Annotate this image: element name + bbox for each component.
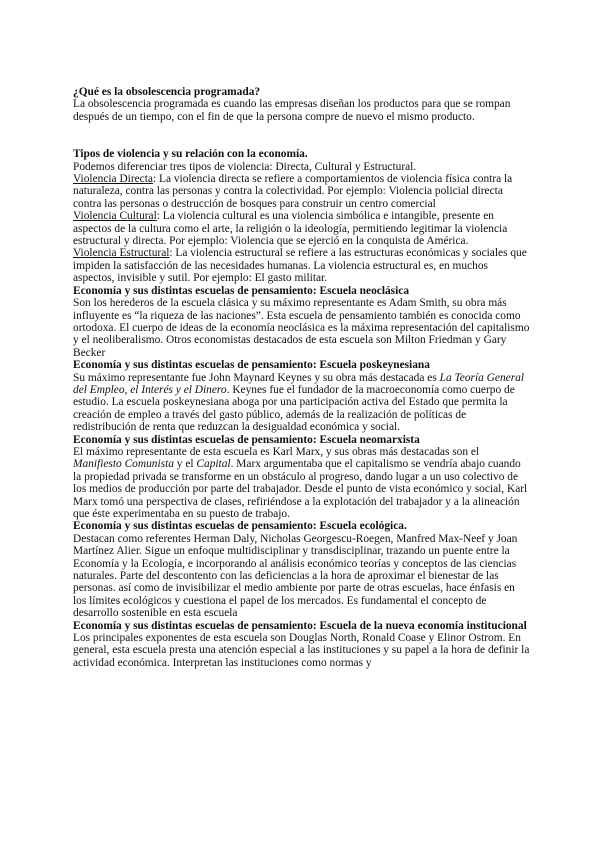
section-neomarxista: [73, 434, 530, 521]
section-institucional: [73, 620, 530, 670]
heading-institucional: Economía y sus distintas escuelas de pensamiento: Escuela de la nueva economía institucional: [73, 619, 527, 632]
paragraph-neomarxista-c: . Marx argumentaba que el capitalismo se vendría abajo cuando la propiedad privada se transforme en un obstáculo al progreso, dando lugar a un uso colectivo de los medios de producción por parte del trabajador. Desde el punto de vista económico y social, Karl Marx tomó una perspectiva de clases, refiriéndose a la explotación del trabajador y a la alineación que éste experimentaba en su puesto de trabajo.: [73, 458, 528, 520]
paragraph-violencia-directa: : La violencia directa se refiere a comportamientos de violencia física contra la naturaleza, contra las personas y contra la colectividad. Por ejemplo: Violencia policial directa contra las personas o destrucción de bosques para construir un centro comercial: [73, 173, 513, 210]
spacer: [73, 123, 530, 148]
paragraph-violencia-estructural: : La violencia estructural se refiere a las estructuras económicas y sociales que impiden la satisfacción de las necesidades humanas. La violencia estructural es, en muchos aspectos, invisible y sutil. Por ejemplo: El gasto militar.: [73, 247, 527, 285]
paragraph-neomarxista-a: El máximo representante de esta escuela es Karl Marx, y sus obras más destacadas son el: [73, 445, 480, 458]
term-violencia-cultural: Violencia Cultural: [73, 210, 157, 223]
paragraph-neoclasica: Son los herederos de la escuela clásica y su máximo representante es Adam Smith, su obra más influyente es “la riqueza de las naciones”. Esta escuela de pensamiento también es conocida como ortodoxa. El cuerpo de ideas de la economía neoclásica es la máxima representación del capitalismo y el neoliberalismo. Otros economistas destacados de esta escuela son Milton Friedman y Gary Becker: [73, 297, 530, 359]
heading-poskeynesiana: Economía y sus distintas escuelas de pensamiento: Escuela poskeynesiana: [73, 359, 430, 372]
paragraph-neomarxista-b: y el: [173, 458, 197, 471]
paragraph-obsolescencia: La obsolescencia programada es cuando las empresas diseñan los productos para que se rompan después de un tiempo, con el fin de que la persona compre de nuevo el mismo producto.: [73, 98, 511, 123]
heading-obsolescencia: ¿Qué es la obsolescencia programada?: [73, 86, 261, 98]
paragraph-ecologica: Destacan como referentes Herman Daly, Nicholas Georgescu-Roegen, Manfred Max-Neef y Joan Martínez Alier. Sigue un enfoque multidisciplinar y transdisciplinar, trazando un puente entre la Economía y la Ecología, e incorporando al análisis económico teorías y conceptos de las ciencias naturales. Parte del descontento con las deficiencias a la hora de aproximar el bienestar de las personas. así como de invisibilizar el medio ambiente por parte de otras escuelas, hace énfasis en los límites ecológicos y cuestiona el papel de los mercados. Es fundamental el concepto de desarrollo sostenible en esta escuela: [73, 532, 518, 620]
paragraph-poskeynesiana-a: Su máximo representante fue John Maynard Keynes y su obra más destacada es: [73, 371, 440, 384]
paragraph-institucional: Los principales exponentes de esta escuela son Douglas North, Ronald Coase y Elinor Ostrom. En general, esta escuela presta una atención especial a las instituciones y su papel a la hora de definir la actividad económica. Interpretan las instituciones como normas y: [73, 632, 530, 669]
section-violencia: [73, 148, 530, 284]
book-title-manifiesto: Manifiesto Comunista: [73, 458, 174, 471]
section-obsolescencia: [73, 86, 530, 123]
book-title-capital: Capital: [196, 458, 231, 471]
term-violencia-estructural: Violencia Estructural: [73, 247, 170, 260]
book-title-keynes: La Teoría General del Empleo, el Interés y el Dinero: [73, 371, 524, 396]
term-violencia-directa: Violencia Directa: [73, 173, 153, 186]
heading-neoclasica: Economía y sus distintas escuelas de pensamiento: Escuela neoclásica: [73, 284, 410, 297]
section-ecologica: [73, 520, 530, 619]
heading-violencia: Tipos de violencia y su relación con la economía.: [73, 148, 308, 161]
heading-ecologica: Economía y sus distintas escuelas de pensamiento: Escuela ecológica.: [73, 520, 407, 533]
heading-neomarxista: Economía y sus distintas escuelas de pensamiento: Escuela neomarxista: [73, 433, 420, 446]
section-neoclasica: [73, 285, 530, 359]
paragraph-poskeynesiana-b: . Keynes fue el fundador de la macroeconomía como cuerpo de estudio. La escuela poskeynesiana aboga por una participación activa del Estado que permita la creación de empleo a través del gasto público, además de la realización de políticas de redistribución de renta que reduzcan la desigualdad económica y social.: [73, 383, 515, 434]
paragraph-violencia-cultural: : La violencia cultural es una violencia simbólica e intangible, presente en aspectos de la cultura como el arte, la religión o la ideología, permitiendo legitimar la violencia estructural y directa. Por ejemplo: Violencia que se ejerció en la conquista de América.: [73, 210, 508, 248]
paragraph-violencia-intro: Podemos diferenciar tres tipos de violencia: Directa, Cultural y Estructural.: [73, 160, 417, 173]
section-poskeynesiana: [73, 359, 530, 433]
